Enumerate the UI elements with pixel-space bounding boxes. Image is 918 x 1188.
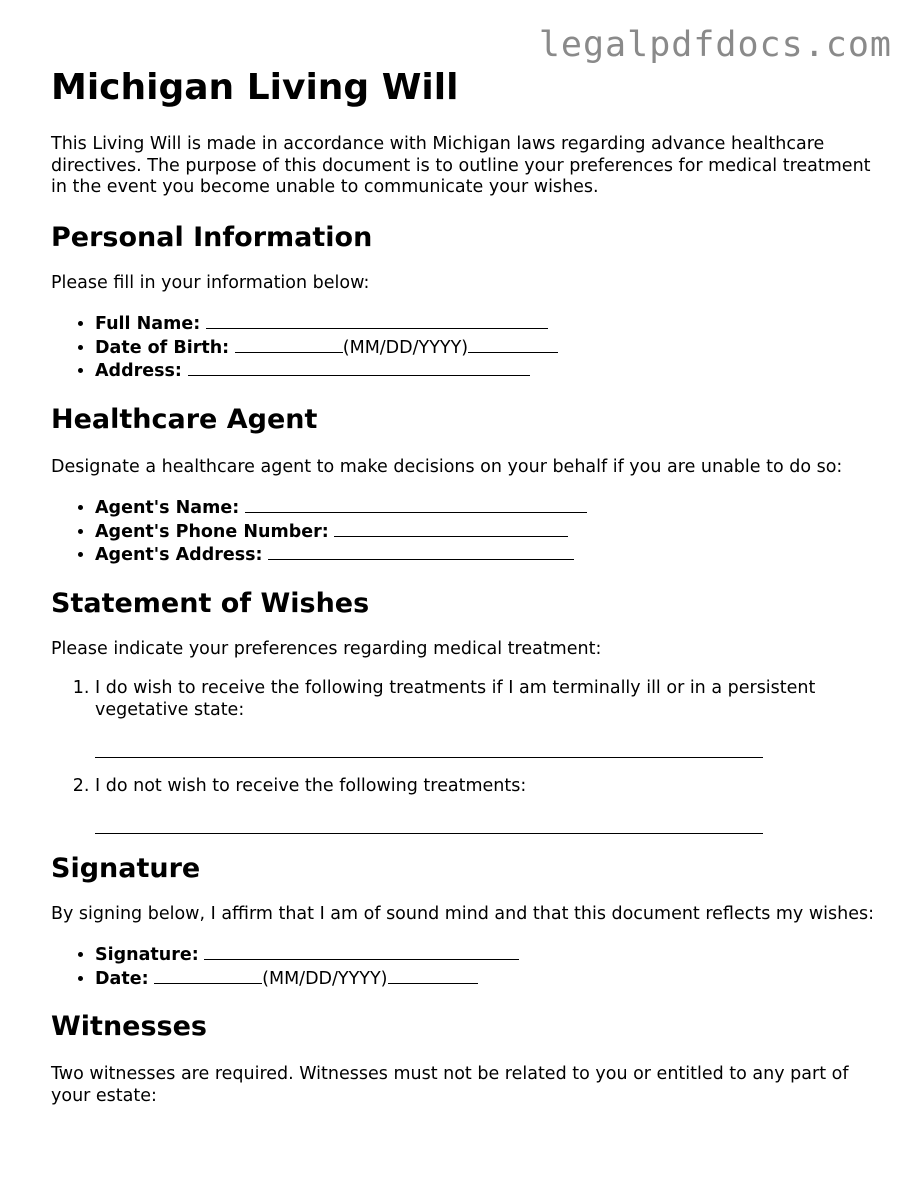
dob-field-start[interactable]	[235, 336, 343, 353]
list-item	[95, 967, 881, 991]
document-body	[51, 66, 881, 1107]
page-title: Michigan Living Will	[51, 67, 459, 108]
wish-item-1-field[interactable]	[95, 737, 763, 758]
list-item	[95, 776, 881, 834]
signature-field[interactable]	[204, 943, 519, 960]
date-format-hint: (MM/DD/YYYY)	[262, 968, 388, 989]
agent-address-label: Agent's Address:	[95, 545, 263, 565]
address-label: Address:	[95, 361, 182, 381]
signature-instruction: By signing below, I affirm that I am of sound mind and that this document reflects my wishes:	[51, 903, 875, 924]
wishes-instruction: Please indicate your preferences regarding medical treatment:	[51, 638, 602, 659]
full-name-field[interactable]	[206, 312, 548, 329]
date-field-start[interactable]	[154, 967, 262, 984]
date-label: Date:	[95, 968, 149, 989]
signature-heading: Signature	[51, 852, 201, 884]
personal-instruction: Please fill in your information below:	[51, 272, 370, 293]
agent-address-field[interactable]	[268, 543, 574, 560]
list-item	[95, 543, 881, 567]
dob-field-end[interactable]	[468, 336, 558, 353]
personal-information-heading: Personal Information	[51, 221, 373, 253]
watermark: legalpdfdocs.com	[538, 25, 892, 65]
agent-name-label: Agent's Name:	[95, 498, 240, 518]
wish-item-2-field[interactable]	[95, 813, 763, 834]
personal-fields-list	[51, 312, 881, 383]
statement-of-wishes-heading: Statement of Wishes	[51, 587, 370, 619]
list-item	[95, 520, 881, 544]
dob-label: Date of Birth:	[95, 337, 230, 358]
witnesses-instruction: Two witnesses are required. Witnesses must not be related to you or entitled to any part of your estate:	[51, 1064, 849, 1106]
list-item	[95, 312, 881, 336]
agent-instruction: Designate a healthcare agent to make decisions on your behalf if you are unable to do so:	[51, 456, 843, 477]
list-item	[95, 359, 881, 383]
list-item	[95, 496, 881, 520]
full-name-label: Full Name:	[95, 314, 201, 334]
signature-label: Signature:	[95, 945, 199, 965]
signature-fields-list	[51, 943, 881, 990]
list-item	[95, 678, 881, 758]
address-field[interactable]	[188, 359, 530, 376]
healthcare-agent-heading: Healthcare Agent	[51, 403, 318, 435]
agent-phone-field[interactable]	[334, 520, 568, 537]
list-item	[95, 336, 881, 360]
date-field-end[interactable]	[388, 967, 478, 984]
wish-item-1-text: I do wish to receive the following treatments if I am terminally ill or in a persistent vegetative state:	[95, 678, 816, 720]
list-item	[95, 943, 881, 967]
witnesses-heading: Witnesses	[51, 1011, 208, 1042]
wish-item-2-text: I do not wish to receive the following treatments:	[95, 776, 527, 796]
wishes-list	[51, 678, 881, 834]
intro-paragraph: This Living Will is made in accordance with Michigan laws regarding advance healthcare directives. The purpose of this document is to outline your preferences for medical treatment in the event you become unable to communicate your wishes.	[51, 134, 871, 197]
dob-format-hint: (MM/DD/YYYY)	[342, 337, 469, 358]
agent-fields-list	[51, 496, 881, 567]
agent-name-field[interactable]	[245, 496, 587, 513]
agent-phone-label: Agent's Phone Number:	[95, 521, 329, 542]
